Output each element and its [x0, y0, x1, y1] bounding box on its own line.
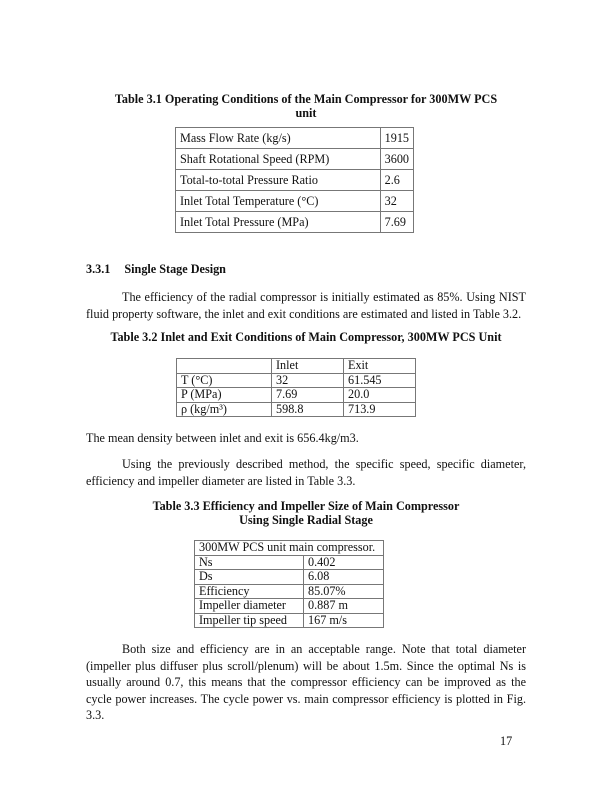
table-3-3 — [194, 540, 384, 628]
table-row — [177, 402, 416, 417]
paragraph: Both size and efficiency are in an acceptable range. Note that total diameter (impeller plus diffuser plus scroll/plenum) will be about 1.5m. Since the optimal Ns is usually around 0.7, this means that the compressor efficiency can be improved as the cycle power increases. The cycle power vs. main compressor efficiency is plotted in Fig. 3.3. — [86, 642, 526, 722]
table-row — [176, 128, 414, 149]
table-row — [176, 191, 414, 212]
cell: 85.07% — [304, 584, 384, 599]
cell: 0.887 m — [304, 599, 384, 614]
cell: P (MPa) — [177, 388, 272, 403]
table-3-1 — [175, 127, 414, 233]
table-3-3-caption: Table 3.3 Efficiency and Impeller Size of Main Compressor — [152, 499, 460, 513]
cell: 32 — [380, 191, 413, 212]
cell: 3600 — [380, 149, 413, 170]
cell: Impeller diameter — [195, 599, 304, 614]
paragraph: The efficiency of the radial compressor is initially estimated as 85%. Using NIST fluid property software, the inlet and exit conditions are estimated and listed in Table 3.2. — [86, 290, 526, 321]
cell: Shaft Rotational Speed (RPM) — [176, 149, 381, 170]
table-row — [176, 212, 414, 233]
cell: 7.69 — [380, 212, 413, 233]
cell: T (°C) — [177, 373, 272, 388]
cell: Ds — [195, 570, 304, 585]
cell: 2.6 — [380, 170, 413, 191]
cell: 7.69 — [272, 388, 344, 403]
paragraph: Using the previously described method, the specific speed, specific diameter, efficiency and impeller diameter are listed in Table 3.3. — [86, 457, 526, 488]
section-number: 3.3.1 — [86, 262, 111, 276]
cell: 0.402 — [304, 555, 384, 570]
cell: 6.08 — [304, 570, 384, 585]
cell: 61.545 — [344, 373, 416, 388]
cell: 20.0 — [344, 388, 416, 403]
table-3-1-caption-cont: unit — [295, 106, 317, 120]
cell: Inlet Total Temperature (°C) — [176, 191, 381, 212]
cell: Mass Flow Rate (kg/s) — [176, 128, 381, 149]
table-row — [195, 555, 384, 570]
table-3-2 — [176, 358, 416, 417]
table-row — [195, 541, 384, 556]
table-row — [177, 388, 416, 403]
cell: 598.8 — [272, 402, 344, 417]
cell: Ns — [195, 555, 304, 570]
cell: 1915 — [380, 128, 413, 149]
cell: 167 m/s — [304, 613, 384, 628]
table-3-1-caption: Table 3.1 Operating Conditions of the Main Compressor for 300MW PCS — [114, 92, 498, 106]
table-row — [177, 359, 416, 374]
section-title: Single Stage Design — [124, 262, 226, 276]
table-row — [176, 149, 414, 170]
table-row — [177, 373, 416, 388]
table-row — [176, 170, 414, 191]
cell: ρ (kg/m³) — [177, 402, 272, 417]
cell: Inlet Total Pressure (MPa) — [176, 212, 381, 233]
cell: Inlet — [272, 359, 344, 374]
paragraph: The mean density between inlet and exit is 656.4kg/m3. — [86, 431, 359, 445]
table-row — [195, 599, 384, 614]
cell — [177, 359, 272, 374]
page-number: 17 — [500, 734, 513, 748]
table-row — [195, 570, 384, 585]
cell: Exit — [344, 359, 416, 374]
table-row — [195, 584, 384, 599]
cell: 32 — [272, 373, 344, 388]
cell: Impeller tip speed — [195, 613, 304, 628]
cell: Efficiency — [195, 584, 304, 599]
cell: 713.9 — [344, 402, 416, 417]
table-row — [195, 613, 384, 628]
table-3-2-caption: Table 3.2 Inlet and Exit Conditions of Main Compressor, 300MW PCS Unit — [110, 330, 502, 344]
cell: Total-to-total Pressure Ratio — [176, 170, 381, 191]
cell: 300MW PCS unit main compressor. — [195, 541, 384, 556]
table-3-3-caption-cont: Using Single Radial Stage — [239, 513, 373, 527]
section-heading — [86, 262, 226, 277]
